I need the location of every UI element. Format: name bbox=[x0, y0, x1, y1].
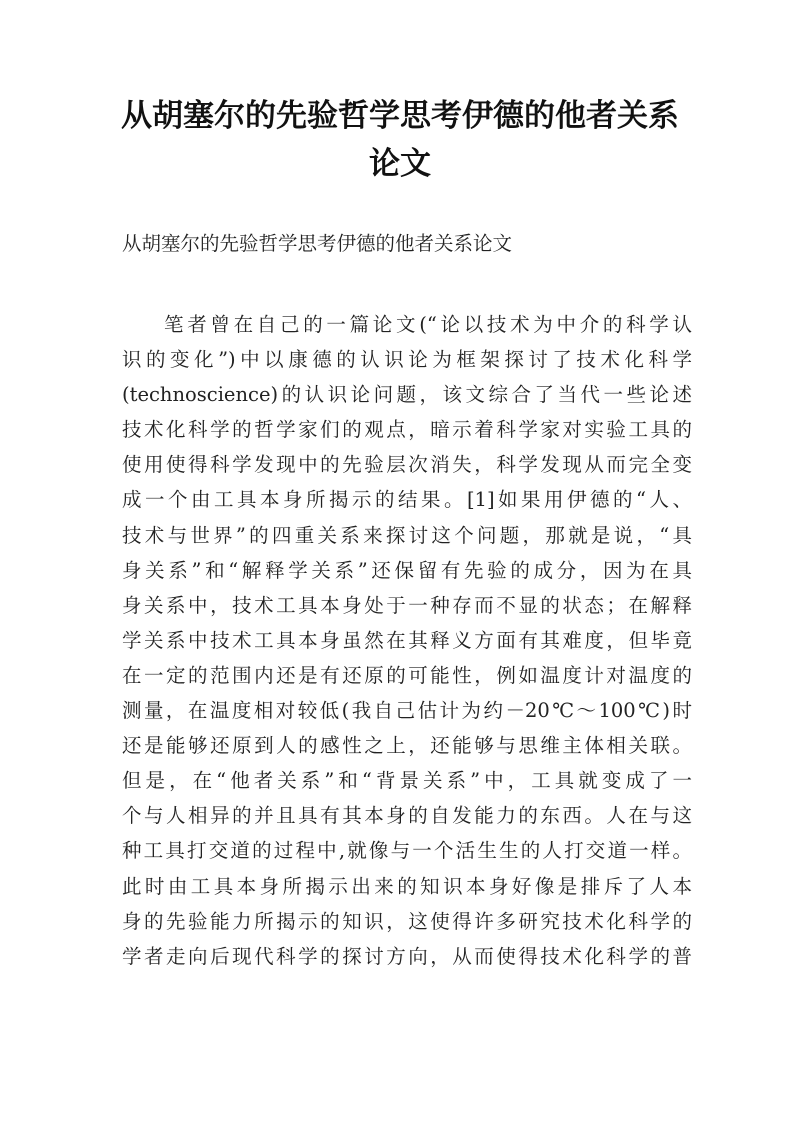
body-line: 识的变化”)中以康德的认识论为框架探讨了技术化科学 bbox=[122, 348, 692, 372]
body-line: 学者走向后现代科学的探讨方向，从而使得技术化科学的普 bbox=[122, 944, 692, 968]
body-line: 测量，在温度相对较低(我自己估计为约－20℃～100℃)时 bbox=[122, 699, 692, 723]
title-line-2: 论文 bbox=[369, 146, 431, 182]
body-line: 在一定的范围内还是有还原的可能性，例如温度计对温度的 bbox=[122, 663, 692, 687]
body-line: 笔者曾在自己的一篇论文(“论以技术为中介的科学认 bbox=[164, 313, 692, 336]
body-line: 学关系中技术工具本身虽然在其释义方面有其难度，但毕竟 bbox=[122, 628, 692, 652]
document-title bbox=[100, 92, 700, 188]
body-line: 个与人相异的并且具有其本身的自发能力的东西。人在与这 bbox=[122, 804, 692, 828]
document-subtitle: 从胡塞尔的先验哲学思考伊德的他者关系论文 bbox=[122, 232, 513, 255]
body-line: 身的先验能力所揭示的知识，这使得许多研究技术化科学的 bbox=[122, 909, 692, 933]
body-line: 种工具打交道的过程中,就像与一个活生生的人打交道一样。 bbox=[122, 839, 692, 863]
body-line: 身关系中，技术工具本身处于一种存而不显的状态；在解释 bbox=[122, 593, 692, 617]
body-line: 此时由工具本身所揭示出来的知识本身好像是排斥了人本 bbox=[122, 874, 692, 898]
body-line: 使用使得科学发现中的先验层次消失，科学发现从而完全变 bbox=[122, 453, 692, 477]
body-line: 还是能够还原到人的感性之上，还能够与思维主体相关联。 bbox=[122, 734, 692, 758]
body-paragraph bbox=[122, 307, 692, 974]
body-line: 技术与世界”的四重关系来探讨这个问题，那就是说，“具 bbox=[122, 523, 692, 547]
body-line: 成一个由工具本身所揭示的结果。[1]如果用伊德的“人、 bbox=[122, 488, 692, 512]
body-line: 但是，在“他者关系”和“背景关系”中，工具就变成了一 bbox=[122, 769, 692, 793]
body-line: (technoscience)的认识论问题，该文综合了当代一些论述 bbox=[122, 383, 692, 407]
title-line-1: 从胡塞尔的先验哲学思考伊德的他者关系 bbox=[121, 98, 679, 134]
body-line: 身关系”和“解释学关系”还保留有先验的成分，因为在具 bbox=[122, 558, 692, 582]
body-line: 技术化科学的哲学家们的观点，暗示着科学家对实验工具的 bbox=[122, 418, 692, 442]
